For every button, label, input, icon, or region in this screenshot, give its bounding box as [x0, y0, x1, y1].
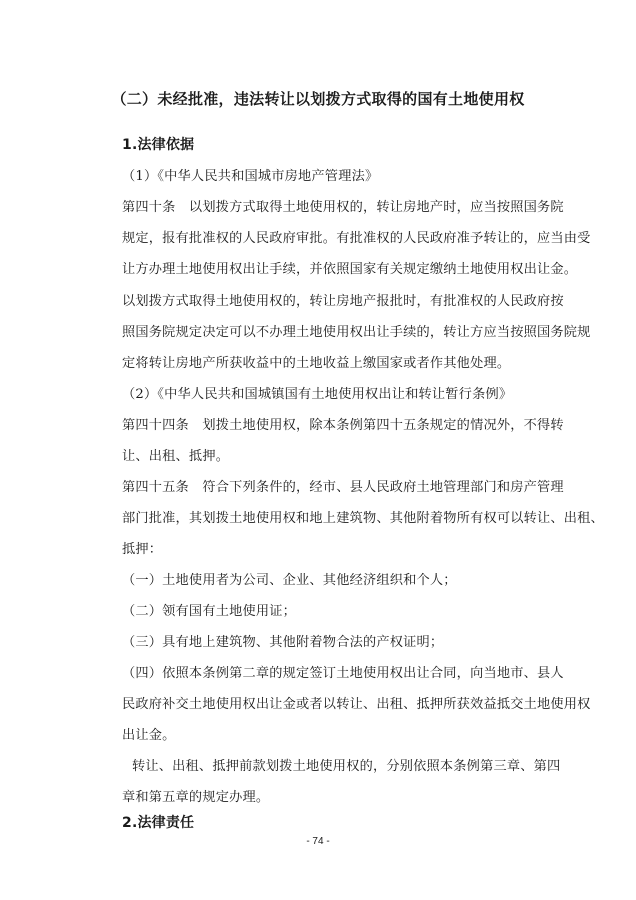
article-40-para2-line: 定将转让房地产所获收益中的土地收益上缴国家或者作其他处理。 — [122, 356, 511, 371]
closing-paragraph-line: 转让、出租、抵押前款划拨土地使用权的，分别依照本条例第三章、第四 — [132, 759, 561, 774]
article-44-line: 让、出租、抵押。 — [122, 449, 230, 464]
condition-4-line: 出让金。 — [122, 728, 176, 743]
page-title: （二）未经批准，违法转让以划拨方式取得的国有土地使用权 — [111, 90, 525, 108]
condition-3: （三）具有地上建筑物、其他附着物合法的产权证明； — [122, 635, 444, 650]
condition-2: （二）领有国有土地使用证； — [122, 604, 297, 619]
section-heading-legal-liability: 2.法律责任 — [122, 815, 195, 831]
article-40-para2-line: 照国务院规定决定可以不办理土地使用权出让手续的，转让方应当按照国务院规 — [122, 325, 591, 340]
section-heading-legal-basis: 1.法律依据 — [122, 137, 195, 153]
article-40-para2-line: 以划拨方式取得土地使用权的，转让房地产报批时，有批准权的人民政府按 — [122, 294, 564, 309]
article-44-line: 第四十四条 划拨土地使用权，除本条例第四十五条规定的情况外，不得转 — [122, 418, 564, 433]
condition-4-line: 民政府补交土地使用权出让金或者以转让、出租、抵押所获效益抵交土地使用权 — [122, 697, 591, 712]
article-45-line: 第四十五条 符合下列条件的，经市、县人民政府土地管理部门和房产管理 — [122, 480, 564, 495]
condition-1: （一）土地使用者为公司、企业、其他经济组织和个人； — [122, 573, 457, 588]
article-40-line: 让方办理土地使用权出让手续，并依照国家有关规定缴纳土地使用权出让金。 — [122, 262, 578, 277]
condition-4-line: （四）依照本条例第二章的规定签订土地使用权出让合同，向当地市、县人 — [122, 666, 564, 681]
closing-paragraph-line: 章和第五章的规定办理。 — [122, 790, 270, 805]
article-45-line: 部门批准，其划拨土地使用权和地上建筑物、其他附着物所有权可以转让、出租、 — [122, 511, 604, 526]
article-45-line: 抵押： — [122, 542, 163, 557]
article-40-line: 规定，报有批准权的人民政府审批。有批准权的人民政府准予转让的，应当由受 — [122, 231, 591, 246]
page-number: - 74 - — [306, 836, 330, 847]
article-40-line: 第四十条 以划拨方式取得土地使用权的，转让房地产时，应当按照国务院 — [122, 200, 564, 215]
law-heading-land-use-regulation: （2）《中华人民共和国城镇国有土地使用权出让和转让暂行条例》 — [122, 387, 513, 402]
law-heading-urban-real-estate: （1）《中华人民共和国城市房地产管理法》 — [122, 169, 379, 184]
